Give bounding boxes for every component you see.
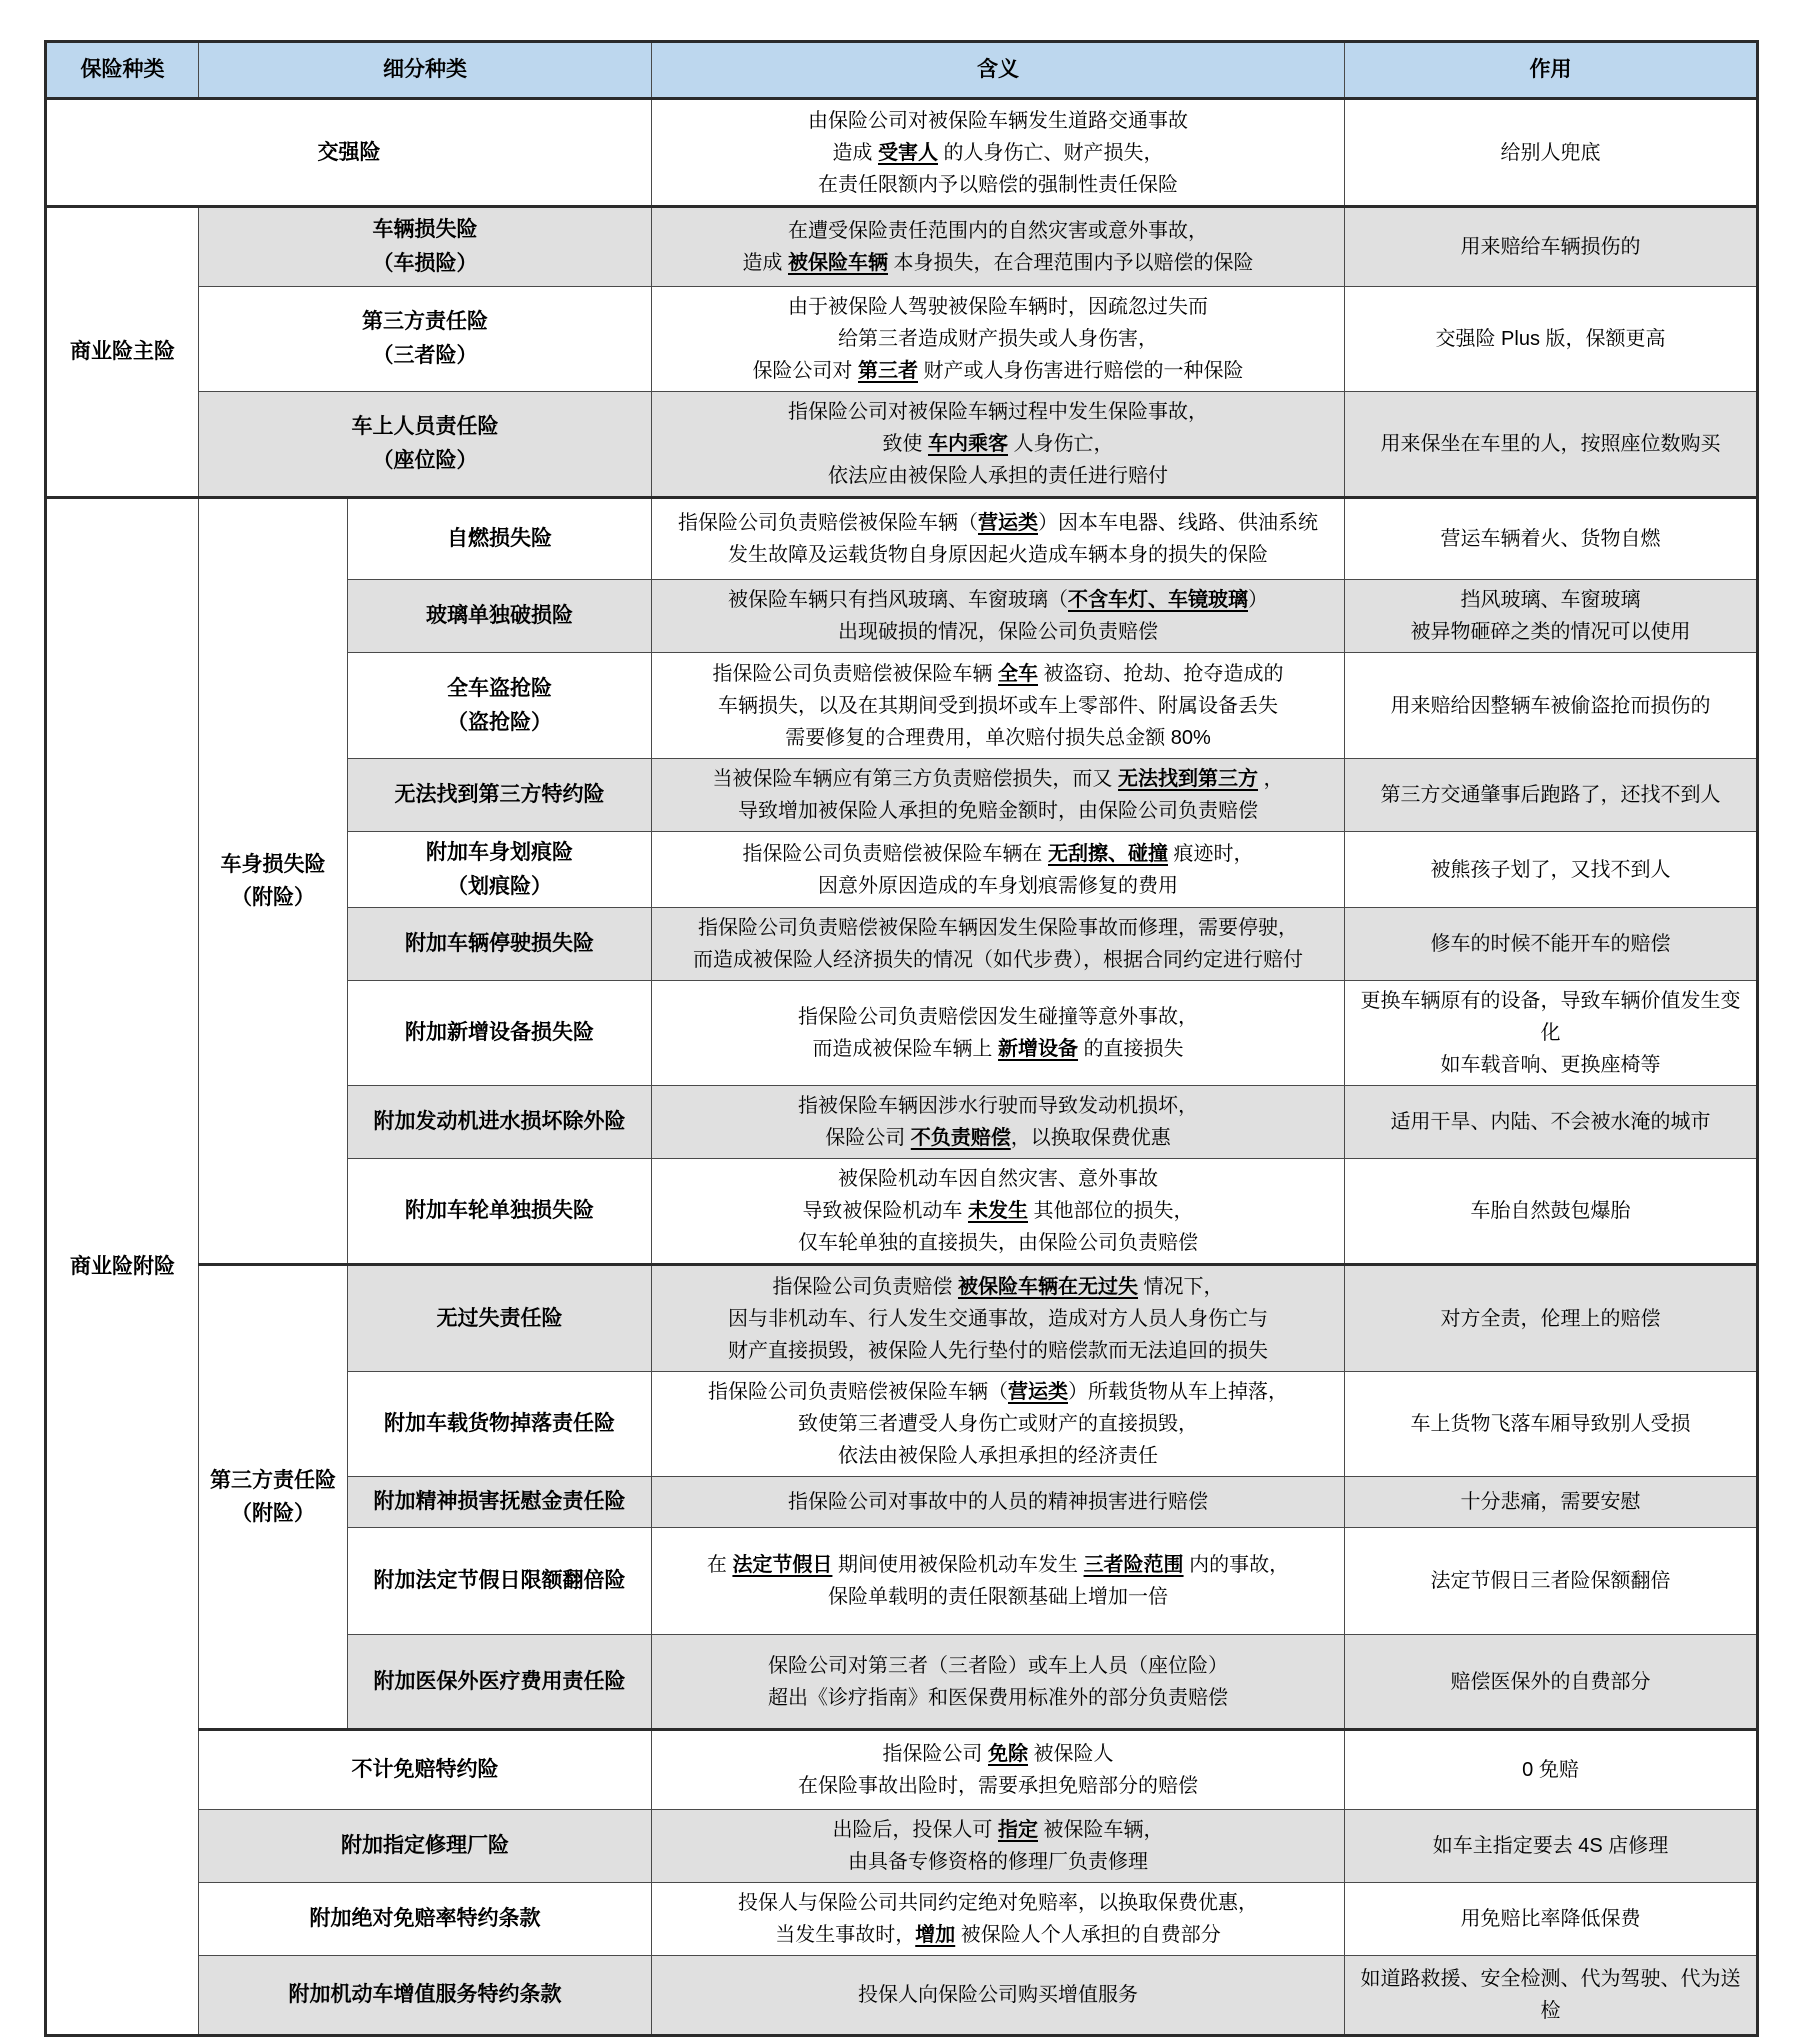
table-header-row <box>46 42 1758 99</box>
group-cell-third-party-rider: 第三方责任险 （附险） <box>199 1265 348 1730</box>
row-effect-cell: 用来保坐在车里的人，按照座位数购买 <box>1345 392 1758 498</box>
table-row <box>46 1730 1758 1810</box>
row-name-cell: 附加医保外医疗费用责任险 <box>348 1635 652 1730</box>
row-name-cell: 附加车载货物掉落责任险 <box>348 1372 652 1477</box>
table-row <box>46 207 1758 287</box>
table-row <box>46 498 1758 580</box>
row-meaning-cell: 指保险公司负责赔偿被保险车辆（营运类）因本车电器、线路、供油系统 发生故障及运载货物自身原因起火造成车辆本身的损失的保险 <box>652 498 1345 580</box>
row-name-cell: 附加法定节假日限额翻倍险 <box>348 1528 652 1635</box>
row-effect-cell: 用来赔给车辆损伤的 <box>1345 207 1758 287</box>
row-name-cell: 车辆损失险 （车损险） <box>199 207 652 287</box>
row-effect-cell: 更换车辆原有的设备，导致车辆价值发生变化 如车载音响、更换座椅等 <box>1345 981 1758 1086</box>
row-effect-cell: 被熊孩子划了，又找不到人 <box>1345 832 1758 908</box>
row-meaning-cell: 指保险公司负责赔偿 被保险车辆在无过失 情况下， 因与非机动车、行人发生交通事故，造成对方人员人身伤亡与 财产直接损毁，被保险人先行垫付的赔偿款而无法追回的损失 <box>652 1265 1345 1372</box>
row-effect-cell: 修车的时候不能开车的赔偿 <box>1345 908 1758 981</box>
row-meaning-cell: 指保险公司负责赔偿被保险车辆因发生保险事故而修理，需要停驶， 而造成被保险人经济损失的情况（如代步费），根据合同约定进行赔付 <box>652 908 1345 981</box>
row-effect-cell: 第三方交通肇事后跑路了，还找不到人 <box>1345 759 1758 832</box>
row-meaning-cell: 被保险车辆只有挡风玻璃、车窗玻璃（不含车灯、车镜玻璃） 出现破损的情况，保险公司负责赔偿 <box>652 580 1345 653</box>
row-effect-cell: 如道路救援、安全检测、代为驾驶、代为送检 <box>1345 1956 1758 2036</box>
table-row <box>46 1810 1758 1883</box>
row-meaning-cell: 被保险机动车因自然灾害、意外事故 导致被保险机动车 未发生 其他部位的损失， 仅车轮单独的直接损失，由保险公司负责赔偿 <box>652 1159 1345 1265</box>
table-row <box>46 1956 1758 2036</box>
table-row <box>46 1265 1758 1372</box>
row-meaning-cell: 保险公司对第三者（三者险）或车上人员（座位险） 超出《诊疗指南》和医保费用标准外的部分负责赔偿 <box>652 1635 1345 1730</box>
row-effect-cell: 交强险 Plus 版，保额更高 <box>1345 287 1758 392</box>
row-meaning-cell: 指保险公司负责赔偿被保险车辆在 无刮擦、碰撞 痕迹时， 因意外原因造成的车身划痕需修复的费用 <box>652 832 1345 908</box>
group-cell-body-damage-rider: 车身损失险 （附险） <box>199 498 348 1265</box>
row-effect-cell: 如车主指定要去 4S 店修理 <box>1345 1810 1758 1883</box>
row-effect-cell: 营运车辆着火、货物自燃 <box>1345 498 1758 580</box>
row-meaning-cell: 在遭受保险责任范围内的自然灾害或意外事故， 造成 被保险车辆 本身损失，在合理范围内予以赔偿的保险 <box>652 207 1345 287</box>
row-name-cell: 附加绝对免赔率特约条款 <box>199 1883 652 1956</box>
row-meaning-cell: 指保险公司对事故中的人员的精神损害进行赔偿 <box>652 1477 1345 1528</box>
row-name-cell: 交强险 <box>46 99 652 207</box>
row-meaning-cell: 由保险公司对被保险车辆发生道路交通事故 造成 受害人 的人身伤亡、财产损失， 在责任限额内予以赔偿的强制性责任保险 <box>652 99 1345 207</box>
group-cell-commercial-main: 商业险主险 <box>46 207 199 498</box>
row-name-cell: 自燃损失险 <box>348 498 652 580</box>
table-row <box>46 287 1758 392</box>
row-meaning-cell: 在 法定节假日 期间使用被保险机动车发生 三者险范围 内的事故， 保险单载明的责任限额基础上增加一倍 <box>652 1528 1345 1635</box>
row-meaning-cell: 指保险公司 免除 被保险人 在保险事故出险时，需要承担免赔部分的赔偿 <box>652 1730 1345 1810</box>
row-meaning-cell: 指保险公司负责赔偿被保险车辆 全车 被盗窃、抢劫、抢夺造成的 车辆损失，以及在其期间受到损坏或车上零部件、附属设备丢失 需要修复的合理费用，单次赔付损失总金额 80% <box>652 653 1345 759</box>
row-effect-cell: 挡风玻璃、车窗玻璃 被异物砸碎之类的情况可以使用 <box>1345 580 1758 653</box>
row-meaning-cell: 指保险公司对被保险车辆过程中发生保险事故， 致使 车内乘客 人身伤亡， 依法应由被保险人承担的责任进行赔付 <box>652 392 1345 498</box>
row-effect-cell: 车胎自然鼓包爆胎 <box>1345 1159 1758 1265</box>
row-name-cell: 附加车身划痕险 （划痕险） <box>348 832 652 908</box>
row-name-cell: 玻璃单独破损险 <box>348 580 652 653</box>
row-effect-cell: 0 免赔 <box>1345 1730 1758 1810</box>
insurance-types-table <box>44 40 1759 2037</box>
row-name-cell: 附加发动机进水损坏除外险 <box>348 1086 652 1159</box>
table-row <box>46 1883 1758 1956</box>
row-name-cell: 无法找到第三方特约险 <box>348 759 652 832</box>
row-effect-cell: 用免赔比率降低保费 <box>1345 1883 1758 1956</box>
row-effect-cell: 适用干旱、内陆、不会被水淹的城市 <box>1345 1086 1758 1159</box>
table-row <box>46 392 1758 498</box>
row-name-cell: 附加新增设备损失险 <box>348 981 652 1086</box>
row-meaning-cell: 指保险公司负责赔偿被保险车辆（营运类）所载货物从车上掉落， 致使第三者遭受人身伤亡或财产的直接损毁， 依法由被保险人承担承担的经济责任 <box>652 1372 1345 1477</box>
row-effect-cell: 对方全责，伦理上的赔偿 <box>1345 1265 1758 1372</box>
header-sub-type: 细分种类 <box>199 42 652 99</box>
header-meaning: 含义 <box>652 42 1345 99</box>
row-effect-cell: 车上货物飞落车厢导致别人受损 <box>1345 1372 1758 1477</box>
row-meaning-cell: 投保人向保险公司购买增值服务 <box>652 1956 1345 2036</box>
row-name-cell: 附加车辆停驶损失险 <box>348 908 652 981</box>
row-effect-cell: 用来赔给因整辆车被偷盗抢而损伤的 <box>1345 653 1758 759</box>
group-cell-commercial-rider: 商业险附险 <box>46 498 199 2036</box>
row-meaning-cell: 出险后，投保人可 指定 被保险车辆， 由具备专修资格的修理厂负责修理 <box>652 1810 1345 1883</box>
row-effect-cell: 法定节假日三者险保额翻倍 <box>1345 1528 1758 1635</box>
header-insurance-type: 保险种类 <box>46 42 199 99</box>
row-name-cell: 附加机动车增值服务特约条款 <box>199 1956 652 2036</box>
row-effect-cell: 给别人兜底 <box>1345 99 1758 207</box>
row-meaning-cell: 由于被保险人驾驶被保险车辆时，因疏忽过失而 给第三者造成财产损失或人身伤害， 保险公司对 第三者 财产或人身伤害进行赔偿的一种保险 <box>652 287 1345 392</box>
row-name-cell: 附加车轮单独损失险 <box>348 1159 652 1265</box>
row-name-cell: 附加指定修理厂险 <box>199 1810 652 1883</box>
row-name-cell: 第三方责任险 （三者险） <box>199 287 652 392</box>
row-name-cell: 全车盗抢险 （盗抢险） <box>348 653 652 759</box>
row-effect-cell: 赔偿医保外的自费部分 <box>1345 1635 1758 1730</box>
header-effect: 作用 <box>1345 42 1758 99</box>
row-name-cell: 无过失责任险 <box>348 1265 652 1372</box>
row-meaning-cell: 当被保险车辆应有第三方负责赔偿损失，而又 无法找到第三方 ， 导致增加被保险人承担的免赔金额时，由保险公司负责赔偿 <box>652 759 1345 832</box>
row-name-cell: 不计免赔特约险 <box>199 1730 652 1810</box>
row-name-cell: 附加精神损害抚慰金责任险 <box>348 1477 652 1528</box>
row-meaning-cell: 指保险公司负责赔偿因发生碰撞等意外事故， 而造成被保险车辆上 新增设备 的直接损失 <box>652 981 1345 1086</box>
row-name-cell: 车上人员责任险 （座位险） <box>199 392 652 498</box>
row-meaning-cell: 指被保险车辆因涉水行驶而导致发动机损坏， 保险公司 不负责赔偿，以换取保费优惠 <box>652 1086 1345 1159</box>
row-effect-cell: 十分悲痛，需要安慰 <box>1345 1477 1758 1528</box>
row-meaning-cell: 投保人与保险公司共同约定绝对免赔率，以换取保费优惠， 当发生事故时，增加 被保险人个人承担的自费部分 <box>652 1883 1345 1956</box>
table-row <box>46 99 1758 207</box>
